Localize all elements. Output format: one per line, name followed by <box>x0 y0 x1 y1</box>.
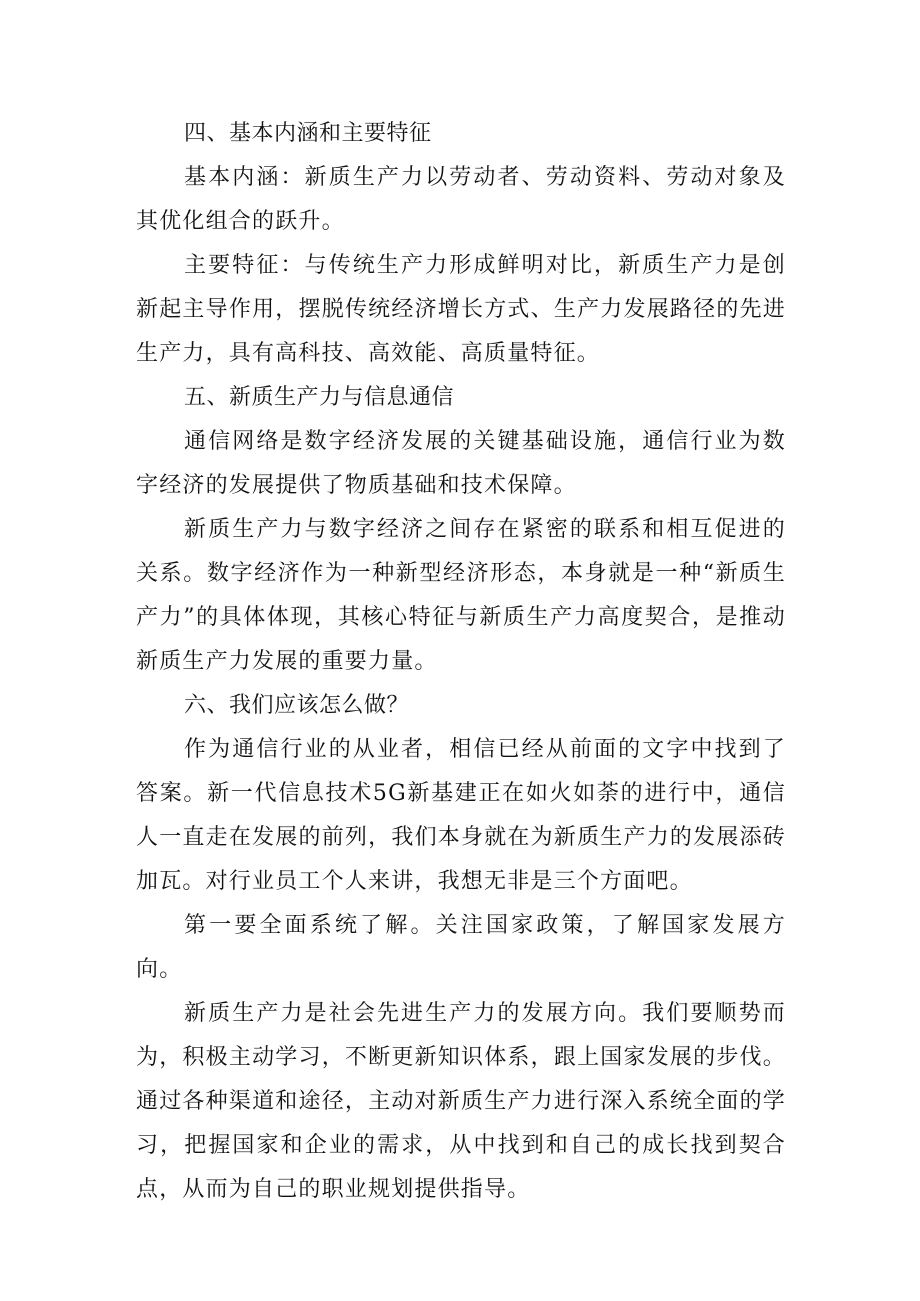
paragraph-advanced-productivity: 新质生产力是社会先进生产力的发展方向。我们要顺势而为，积极主动学习，不断更新知识体系，跟上国家发展的步伐。通过各种渠道和途径，主动对新质生产力进行深入系统全面的学习，把握国家和企业的需求，从中找到和自己的成长找到契合点，从而为自己的职业规划提供指导。 <box>136 1001 786 1202</box>
section-heading-6: 六、我们应该怎么做？ <box>184 693 410 718</box>
paragraph-basic-connotation: 基本内涵：新质生产力以劳动者、劳动资料、劳动对象及其优化组合的跃升。 <box>136 165 786 234</box>
section-heading-4: 四、基本内涵和主要特征 <box>184 121 432 146</box>
paragraph-practitioner: 作为通信行业的从业者，相信已经从前面的文字中找到了答案。新一代信息技术5G新基建正在如火如荼的进行中，通信人一直走在发展的前列，我们本身就在为新质生产力的发展添砖加瓦。对行业员工个人来讲，我想无非是三个方面吧。 <box>136 737 786 894</box>
document-body <box>136 112 786 1212</box>
section-heading-5: 五、新质生产力与信息通信 <box>184 385 455 410</box>
paragraph-main-features: 主要特征：与传统生产力形成鲜明对比，新质生产力是创新起主导作用，摆脱传统经济增长方式、生产力发展路径的先进生产力，具有高科技、高效能、高质量特征。 <box>136 253 786 366</box>
paragraph-first-point: 第一要全面系统了解。关注国家政策，了解国家发展方向。 <box>136 913 786 982</box>
paragraph-digital-economy: 新质生产力与数字经济之间存在紧密的联系和相互促进的关系。数字经济作为一种新型经济形态，本身就是一种“新质生产力”的具体体现，其核心特征与新质生产力高度契合，是推动新质生产力发展的重要力量。 <box>136 517 786 674</box>
paragraph-communication-network: 通信网络是数字经济发展的关键基础设施，通信行业为数字经济的发展提供了物质基础和技术保障。 <box>136 429 786 498</box>
